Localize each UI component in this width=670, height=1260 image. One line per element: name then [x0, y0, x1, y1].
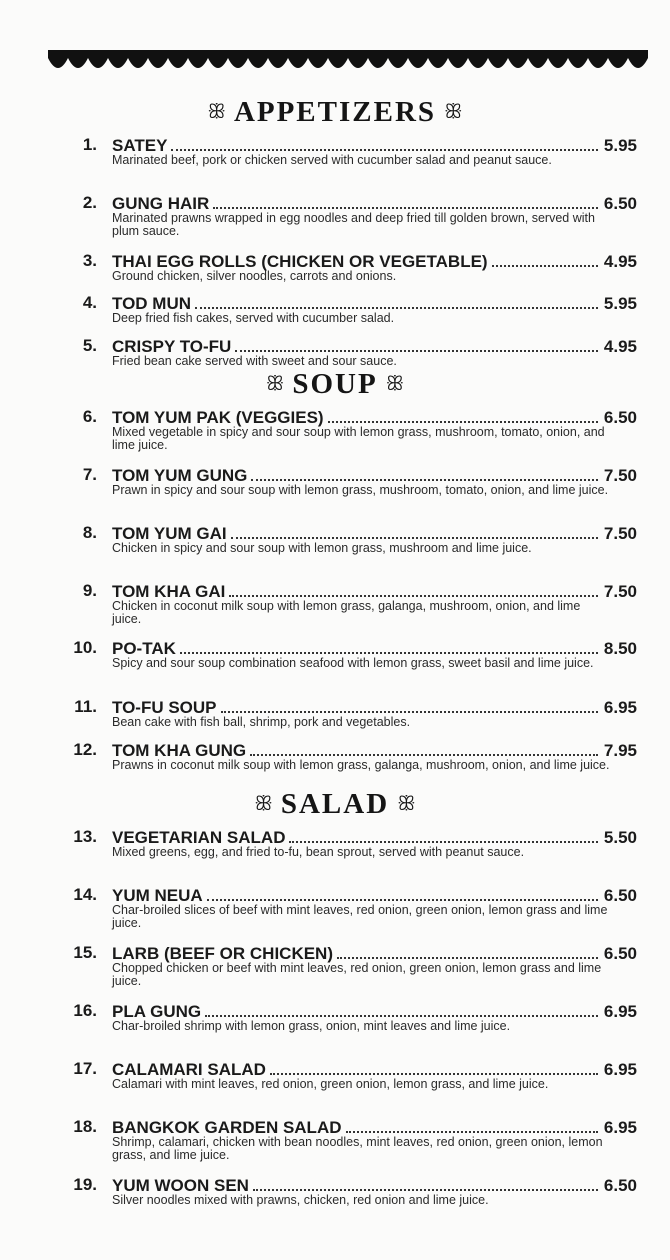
- leader-dots: [337, 943, 598, 959]
- leader-dots: [205, 1001, 598, 1017]
- menu-item: [0, 135, 670, 193]
- leader-dots: [221, 697, 598, 713]
- leader-dots: [250, 740, 598, 756]
- item-description: Bean cake with fish ball, shrimp, pork and vegetables.: [112, 715, 411, 729]
- item-description: Calamari with mint leaves, red onion, green onion, lemon grass, and lime juice.: [112, 1077, 549, 1091]
- item-price: 6.50: [603, 886, 637, 905]
- item-price: 7.50: [603, 582, 637, 601]
- menu-item: [0, 193, 670, 251]
- item-name: LARB (BEEF OR CHICKEN): [112, 944, 333, 963]
- item-price: 7.50: [603, 466, 637, 485]
- menu-item: [0, 827, 670, 885]
- item-number: 19.: [73, 1175, 97, 1194]
- item-price: 6.50: [603, 944, 637, 963]
- item-name: BANGKOK GARDEN SALAD: [112, 1118, 342, 1137]
- item-name: YUM WOON SEN: [112, 1176, 249, 1195]
- leader-dots: [213, 193, 598, 209]
- menu-item: [0, 1117, 670, 1175]
- item-price: 5.50: [603, 828, 637, 847]
- item-description: Chopped chicken or beef with mint leaves, red onion, green onion, lemon grass and lime juice.: [112, 961, 602, 988]
- leader-dots: [253, 1175, 598, 1191]
- item-description: Char-broiled shrimp with lemon grass, onion, mint leaves and lime juice.: [112, 1019, 511, 1033]
- item-price: 5.95: [603, 294, 637, 313]
- item-name: CALAMARI SALAD: [112, 1060, 266, 1079]
- item-price: 7.50: [603, 524, 637, 543]
- leader-dots: [492, 251, 598, 267]
- item-price: 8.50: [603, 639, 637, 658]
- item-price: 4.95: [603, 252, 637, 271]
- item-price: 6.50: [603, 408, 637, 427]
- menu-item: [0, 523, 670, 581]
- menu-item: [0, 638, 670, 696]
- item-number: 3.: [82, 251, 97, 270]
- item-name: TOM YUM GUNG: [112, 466, 248, 485]
- heading-appetizers: [0, 96, 670, 129]
- item-description: Marinated prawns wrapped in egg noodles and deep fried till golden brown, served with plum sauce.: [112, 211, 595, 238]
- ornament-left-icon: ꕥ: [207, 101, 226, 123]
- item-number: 1.: [82, 135, 97, 154]
- item-name: THAI EGG ROLLS (CHICKEN OR VEGETABLE): [112, 252, 488, 271]
- menu-item: [0, 1059, 670, 1117]
- item-number: 11.: [74, 697, 97, 716]
- ornament-left-icon: ꕥ: [254, 793, 273, 815]
- item-name: SATEY: [112, 136, 168, 155]
- leader-dots: [171, 135, 597, 151]
- item-number: 4.: [82, 293, 97, 312]
- item-description: Mixed greens, egg, and fried to-fu, bean sprout, served with peanut sauce.: [112, 845, 525, 859]
- item-number: 13.: [73, 827, 97, 846]
- item-price: 6.50: [603, 1176, 637, 1195]
- menu-item: [0, 1001, 670, 1059]
- item-description: Prawns in coconut milk soup with lemon grass, galanga, mushroom, onion, and lime juice.: [112, 758, 610, 772]
- leader-dots: [229, 581, 598, 597]
- item-name: TOM YUM GAI: [112, 524, 227, 543]
- item-name: PO-TAK: [112, 639, 176, 658]
- item-number: 6.: [82, 407, 97, 426]
- item-name: TO-FU SOUP: [112, 698, 217, 717]
- item-name: TOM YUM PAK (VEGGIES): [112, 408, 324, 427]
- item-name: PLA GUNG: [112, 1002, 202, 1021]
- item-number: 2.: [82, 193, 97, 212]
- heading-soup-text: SOUP: [292, 368, 378, 400]
- item-description: Fried bean cake served with sweet and sour sauce.: [112, 354, 397, 368]
- item-description: Prawn in spicy and sour soup with lemon grass, mushroom, tomato, onion, and lime juice.: [112, 483, 609, 497]
- item-number: 9.: [82, 581, 97, 600]
- leader-dots: [289, 827, 597, 843]
- item-description: Mixed vegetable in spicy and sour soup with lemon grass, mushroom, tomato, onion, and lime juice.: [112, 425, 605, 452]
- item-number: 14.: [73, 885, 97, 904]
- item-price: 6.95: [603, 1002, 637, 1021]
- item-price: 6.95: [603, 698, 637, 717]
- menu-item: [0, 885, 670, 943]
- scalloped-border: [48, 44, 648, 84]
- menu-item: [0, 1175, 670, 1233]
- item-description: Chicken in spicy and sour soup with lemon grass, mushroom and lime juice.: [112, 541, 532, 555]
- item-number: 8.: [82, 523, 97, 542]
- item-description: Silver noodles mixed with prawns, chicken, red onion and lime juice.: [112, 1193, 489, 1207]
- item-number: 15.: [73, 943, 97, 962]
- heading-appetizers-text: APPETIZERS: [233, 96, 437, 128]
- menu-item: [0, 465, 670, 523]
- item-price: 6.95: [603, 1118, 637, 1137]
- ornament-right-icon: ꕥ: [397, 793, 416, 815]
- item-name: GUNG HAIR: [112, 194, 210, 213]
- item-name: TOD MUN: [112, 294, 192, 313]
- leader-dots: [251, 465, 598, 481]
- leader-dots: [346, 1117, 598, 1133]
- item-description: Spicy and sour soup combination seafood with lemon grass, sweet basil and lime juice.: [112, 656, 594, 670]
- item-price: 4.95: [603, 337, 637, 356]
- leader-dots: [195, 293, 598, 309]
- heading-salad-text: SALAD: [280, 788, 390, 820]
- item-number: 5.: [82, 336, 97, 355]
- leader-dots: [270, 1059, 598, 1075]
- item-name: TOM KHA GUNG: [112, 741, 247, 760]
- item-name: TOM KHA GAI: [112, 582, 226, 601]
- leader-dots: [207, 885, 598, 901]
- leader-dots: [180, 638, 598, 654]
- item-description: Ground chicken, silver noodles, carrots and onions.: [112, 269, 397, 283]
- item-name: VEGETARIAN SALAD: [112, 828, 286, 847]
- item-description: Marinated beef, pork or chicken served with cucumber salad and peanut sauce.: [112, 153, 552, 167]
- item-description: Deep fried fish cakes, served with cucumber salad.: [112, 311, 395, 325]
- menu-item: [0, 407, 670, 465]
- leader-dots: [231, 523, 598, 539]
- item-number: 7.: [82, 465, 97, 484]
- ornament-right-icon: ꕥ: [444, 101, 463, 123]
- leader-dots: [235, 336, 598, 352]
- menu-item: [0, 581, 670, 639]
- menu-item: [0, 336, 670, 394]
- item-description: Chicken in coconut milk soup with lemon grass, galanga, mushroom, onion, and lime juice.: [112, 599, 581, 626]
- ornament-left-icon: ꕥ: [265, 373, 285, 395]
- item-number: 18.: [73, 1117, 97, 1136]
- item-price: 6.50: [603, 194, 637, 213]
- item-name: YUM NEUA: [112, 886, 203, 905]
- item-price: 6.95: [603, 1060, 637, 1079]
- item-number: 12.: [73, 740, 97, 759]
- item-number: 10.: [73, 638, 97, 657]
- item-number: 16.: [73, 1001, 97, 1020]
- item-price: 5.95: [603, 136, 637, 155]
- leader-dots: [328, 407, 598, 423]
- ornament-right-icon: ꕥ: [385, 373, 405, 395]
- item-number: 17.: [73, 1059, 97, 1078]
- item-name: CRISPY TO-FU: [112, 337, 232, 356]
- item-description: Char-broiled slices of beef with mint leaves, red onion, green onion, lemon grass and lime juice.: [112, 903, 608, 930]
- menu-item: [0, 740, 670, 798]
- menu-item: [0, 943, 670, 1001]
- item-description: Shrimp, calamari, chicken with bean noodles, mint leaves, red onion, green onion, lemon grass, and lime juice.: [112, 1135, 603, 1162]
- item-price: 7.95: [603, 741, 637, 760]
